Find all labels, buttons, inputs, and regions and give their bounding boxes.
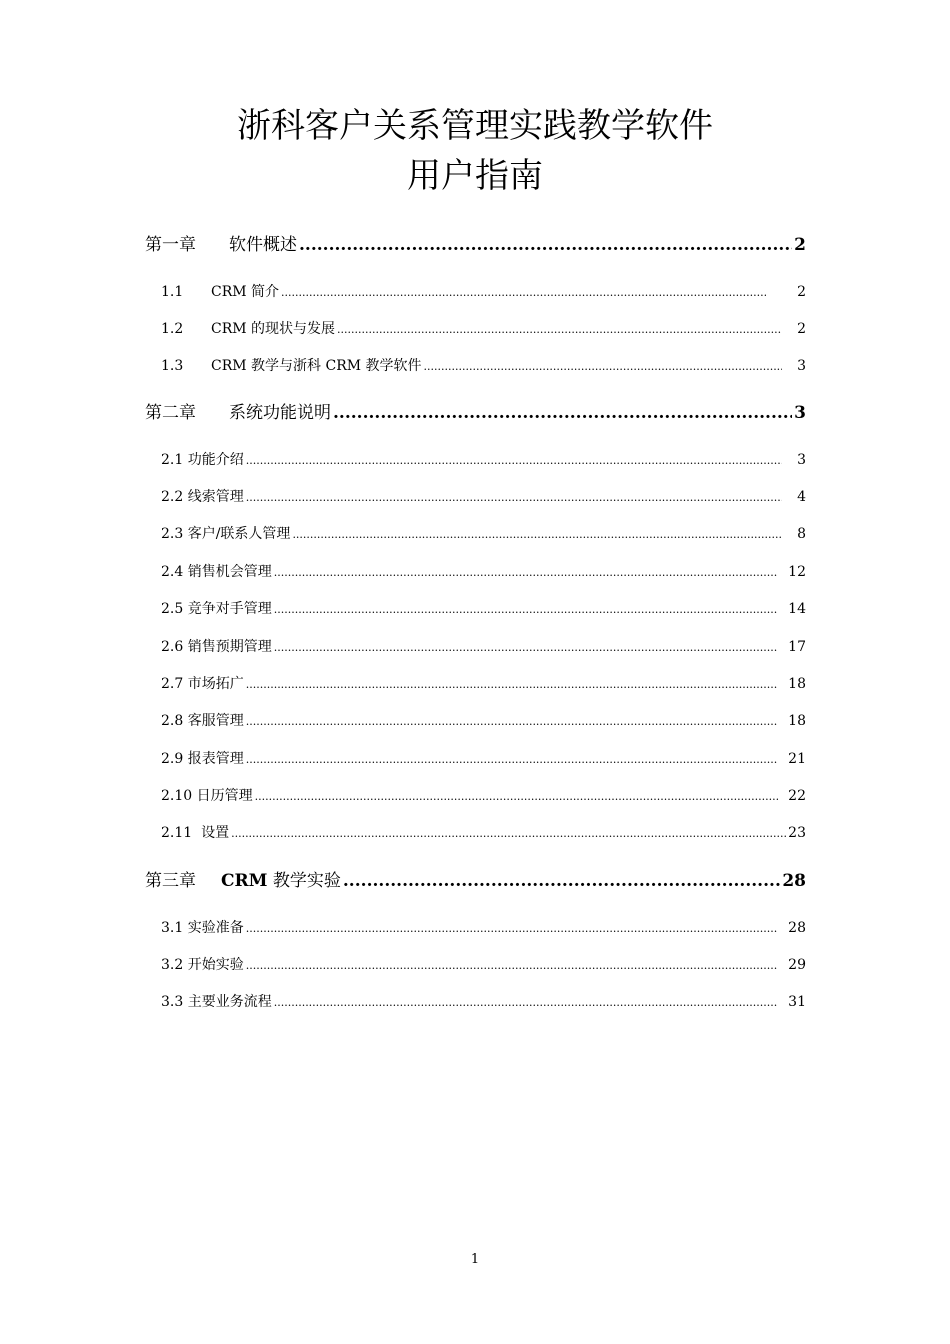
toc-section-title: 销售预期管理 bbox=[187, 639, 272, 655]
toc-section-title: 竞争对手管理 bbox=[187, 601, 272, 617]
toc-leader-dots bbox=[292, 528, 782, 541]
toc-section-2-2[interactable] bbox=[161, 486, 806, 506]
toc-page-number: 2 bbox=[794, 235, 806, 255]
toc-section-2-8[interactable] bbox=[161, 710, 806, 730]
toc-leader-dots bbox=[231, 827, 786, 840]
toc-section-title: 开始实验 bbox=[187, 957, 244, 973]
toc-section-title: 报表管理 bbox=[187, 751, 244, 767]
toc-chapter-title: 教学实验 bbox=[272, 871, 341, 891]
toc-page-number: 29 bbox=[788, 957, 806, 973]
toc-leader-dots bbox=[274, 603, 778, 616]
toc-page-number: 14 bbox=[788, 601, 806, 617]
toc-leader-dots bbox=[337, 323, 782, 336]
toc-leader-dots bbox=[246, 959, 778, 972]
toc-section-number: 2.7 bbox=[161, 676, 184, 692]
toc-chapter-title-prefix: CRM bbox=[221, 871, 268, 891]
toc-chapter-number: 第一章 bbox=[145, 235, 196, 255]
page-number: 1 bbox=[470, 1252, 480, 1267]
toc-section-title: CRM 教学与浙科 CRM 教学软件 bbox=[211, 358, 422, 374]
toc-section-1-2[interactable] bbox=[161, 318, 806, 338]
toc-section-title: 销售机会管理 bbox=[187, 564, 272, 580]
toc-section-2-6[interactable] bbox=[161, 636, 806, 656]
toc-page-number: 18 bbox=[788, 713, 806, 729]
toc-leader-dots bbox=[424, 360, 782, 373]
toc-section-2-3[interactable] bbox=[161, 523, 806, 543]
toc-page-number: 21 bbox=[788, 751, 806, 767]
toc-page-number: 18 bbox=[788, 676, 806, 692]
toc-section-title: 主要业务流程 bbox=[187, 994, 272, 1010]
toc-leader-dots bbox=[343, 871, 780, 891]
toc-page-number: 3 bbox=[797, 452, 806, 468]
toc-leader-dots bbox=[246, 491, 782, 504]
toc-page-number: 2 bbox=[797, 321, 806, 337]
toc-section-title: 实验准备 bbox=[187, 920, 244, 936]
toc-page-number: 23 bbox=[788, 825, 806, 841]
document-subtitle: 用户指南 bbox=[407, 156, 543, 196]
toc-section-number: 2.1 bbox=[161, 452, 184, 468]
toc-section-3-2[interactable] bbox=[161, 954, 806, 974]
toc-leader-dots bbox=[246, 678, 778, 691]
toc-section-number: 2.11 bbox=[161, 825, 193, 841]
document-title: 浙科客户关系管理实践教学软件 bbox=[237, 106, 713, 146]
toc-section-title: CRM 简介 bbox=[211, 284, 280, 300]
toc-page-number: 17 bbox=[788, 639, 806, 655]
toc-page-number: 22 bbox=[788, 788, 806, 804]
toc-section-number: 2.3 bbox=[161, 526, 184, 542]
toc-leader-dots bbox=[246, 922, 778, 935]
toc-page-number: 2 bbox=[797, 284, 806, 300]
toc-leader-dots bbox=[274, 996, 778, 1009]
toc-section-title: 市场拓广 bbox=[187, 676, 244, 692]
toc-chapter-2[interactable] bbox=[145, 398, 806, 422]
toc-section-title: 设置 bbox=[201, 825, 230, 841]
toc-chapter-1[interactable] bbox=[145, 230, 806, 254]
toc-section-number: 1.2 bbox=[161, 321, 184, 337]
toc-section-number: 3.2 bbox=[161, 957, 184, 973]
toc-chapter-title: 系统功能说明 bbox=[229, 403, 331, 423]
toc-page-number: 28 bbox=[782, 871, 806, 891]
toc-page-number: 12 bbox=[788, 564, 806, 580]
toc-leader-dots bbox=[274, 641, 778, 654]
toc-section-number: 2.6 bbox=[161, 639, 184, 655]
toc-page-number: 4 bbox=[797, 489, 806, 505]
toc-chapter-title: 软件概述 bbox=[229, 235, 297, 255]
toc-section-title: 功能介绍 bbox=[187, 452, 244, 468]
toc-leader-dots bbox=[274, 566, 778, 579]
toc-chapter-3[interactable] bbox=[145, 866, 806, 890]
toc-section-number: 2.4 bbox=[161, 564, 184, 580]
toc-leader-dots bbox=[255, 790, 779, 803]
toc-leader-dots bbox=[246, 715, 778, 728]
toc-section-3-1[interactable] bbox=[161, 917, 806, 937]
toc-page-number: 31 bbox=[788, 994, 806, 1010]
toc-section-2-4[interactable] bbox=[161, 561, 806, 581]
toc-section-2-10[interactable] bbox=[161, 785, 806, 805]
toc-leader-dots bbox=[246, 753, 778, 766]
toc-section-2-1[interactable] bbox=[161, 449, 806, 469]
toc-page-number: 28 bbox=[788, 920, 806, 936]
toc-page-number: 3 bbox=[797, 358, 806, 374]
toc-chapter-number: 第二章 bbox=[145, 403, 196, 423]
toc-section-1-1[interactable] bbox=[161, 281, 806, 301]
toc-leader-dots bbox=[246, 454, 782, 467]
toc-section-number: 2.5 bbox=[161, 601, 184, 617]
toc-chapter-number: 第三章 bbox=[145, 871, 196, 891]
toc-section-number: 3.1 bbox=[161, 920, 184, 936]
toc-page-number: 3 bbox=[794, 403, 806, 423]
toc-section-number: 2.8 bbox=[161, 713, 184, 729]
toc-section-title: 客服管理 bbox=[187, 713, 244, 729]
toc-section-number: 2.9 bbox=[161, 751, 184, 767]
toc-section-number: 2.2 bbox=[161, 489, 184, 505]
toc-section-number: 3.3 bbox=[161, 994, 184, 1010]
toc-section-number: 1.1 bbox=[161, 284, 184, 300]
toc-section-1-3[interactable] bbox=[161, 355, 806, 375]
toc-section-title: CRM 的现状与发展 bbox=[211, 321, 336, 337]
toc-leader-dots bbox=[281, 286, 766, 299]
toc-section-number: 2.10 bbox=[161, 788, 193, 804]
toc-section-title: 线索管理 bbox=[187, 489, 244, 505]
toc-section-number: 1.3 bbox=[161, 358, 184, 374]
toc-section-3-3[interactable] bbox=[161, 991, 806, 1011]
toc-section-2-5[interactable] bbox=[161, 598, 806, 618]
toc-page-number: 8 bbox=[797, 526, 806, 542]
toc-section-title: 日历管理 bbox=[196, 788, 253, 804]
toc-leader-dots bbox=[333, 403, 792, 423]
toc-section-2-11[interactable] bbox=[161, 822, 806, 842]
toc-section-2-7[interactable] bbox=[161, 673, 806, 693]
toc-leader-dots bbox=[299, 235, 792, 255]
toc-section-2-9[interactable] bbox=[161, 748, 806, 768]
toc-section-title: 客户/联系人管理 bbox=[187, 526, 291, 542]
